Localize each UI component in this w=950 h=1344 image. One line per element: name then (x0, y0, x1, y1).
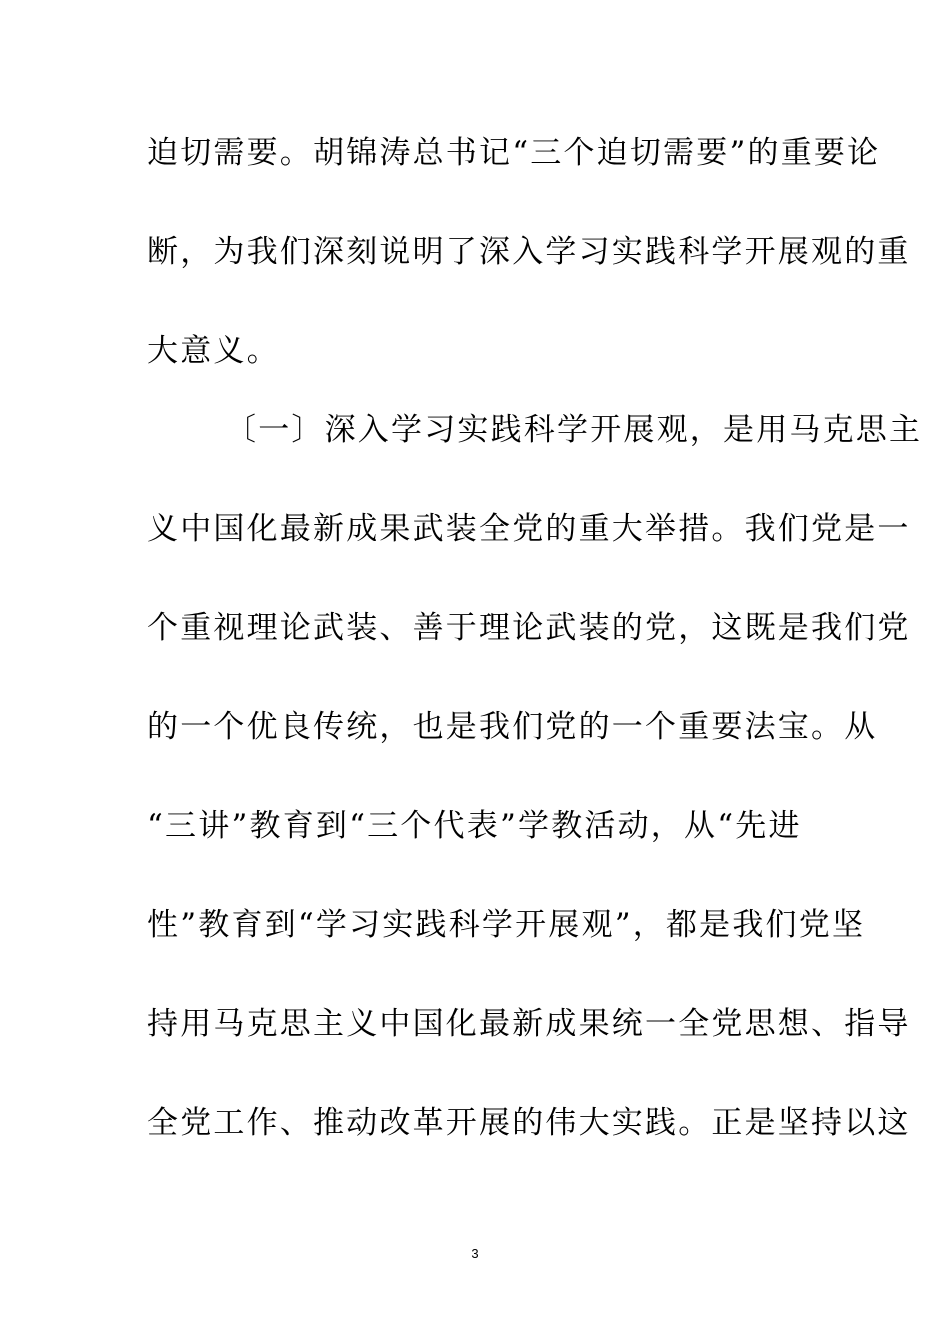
page-number: 3 (471, 1246, 479, 1261)
paragraph-heading-line: 〔一〕深入学习实践科学开展观，是用马克思主 (225, 412, 923, 448)
text-line-1: 迫切需要。胡锦涛总书记“三个迫切需要”的重要论 (147, 135, 881, 171)
text-line-3: 大意义。 (147, 333, 280, 369)
text-line-7: 的一个优良传统，也是我们党的一个重要法宝。从 (147, 709, 878, 745)
text-line-11: 全党工作、推动改革开展的伟大实践。正是坚持以这 (147, 1105, 911, 1141)
text-line-10: 持用马克思主义中国化最新成果统一全党思想、指导 (147, 1006, 911, 1042)
text-line-5: 义中国化最新成果武装全党的重大举措。我们党是一 (147, 511, 911, 547)
text-line-2: 断，为我们深刻说明了深入学习实践科学开展观的重 (147, 234, 911, 270)
text-line-8: “三讲”教育到“三个代表”学教活动，从“先进 (147, 808, 802, 844)
text-line-9: 性”教育到“学习实践科学开展观”，都是我们党坚 (147, 907, 866, 943)
text-line-6: 个重视理论武装、善于理论武装的党，这既是我们党 (147, 610, 911, 646)
